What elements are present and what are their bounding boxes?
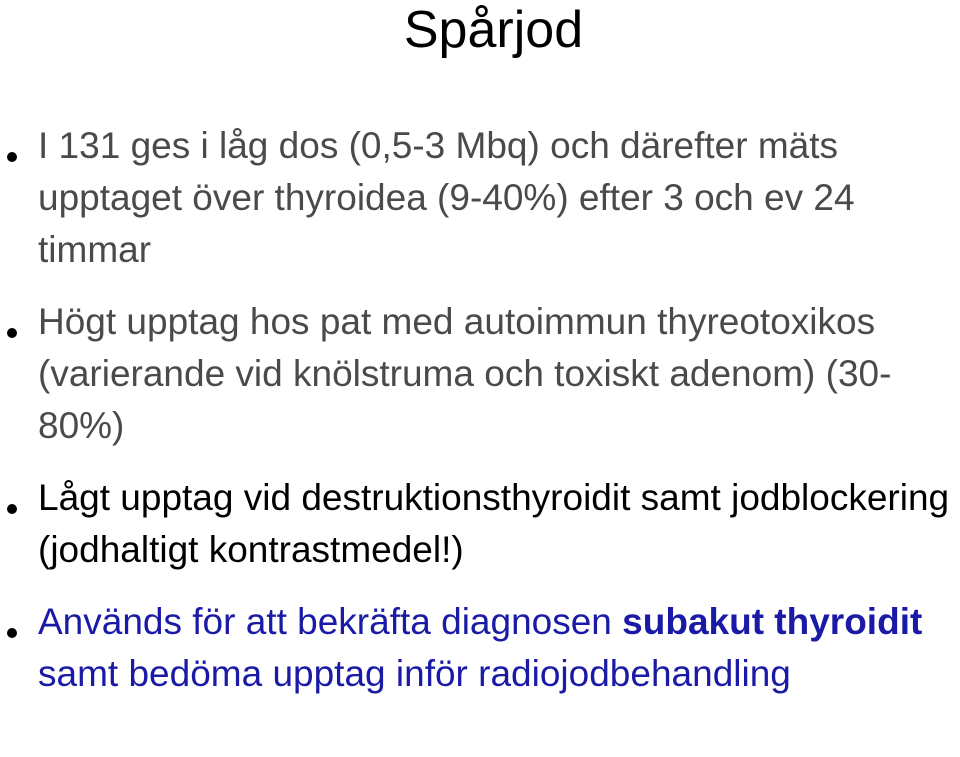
bullet-dot-icon — [7, 328, 17, 338]
bullet-item — [0, 472, 960, 576]
slide-title: Spårjod — [403, 1, 584, 59]
bullet-text: I 131 ges i låg dos (0,5-3 Mbq) och därefter mäts upptaget över thyroidea (9-40%) efter 3 och ev 24 timmar — [38, 125, 855, 270]
bullet-list — [0, 120, 960, 700]
bullet-text-part2: samt bedöma upptag inför radiojodbehandling — [38, 653, 791, 694]
bullet-dot-icon — [7, 628, 17, 638]
bullet-text-bold: subakut thyroidit — [622, 601, 923, 642]
bullet-dot-icon — [7, 504, 17, 514]
bullet-text-part1: Används för att bekräfta diagnosen — [38, 601, 623, 642]
bullet-text: Högt upptag hos pat med autoimmun thyreotoxikos (varierande vid knölstruma och toxiskt adenom) (30-80%) — [38, 301, 892, 446]
bullet-dot-icon — [7, 152, 17, 162]
bullet-text: Lågt upptag vid destruktionsthyroidit samt jodblockering (jodhaltigt kontrastmedel!) — [38, 477, 950, 570]
bullet-item — [0, 296, 960, 452]
bullet-item — [0, 120, 960, 276]
bullet-item — [0, 596, 960, 700]
